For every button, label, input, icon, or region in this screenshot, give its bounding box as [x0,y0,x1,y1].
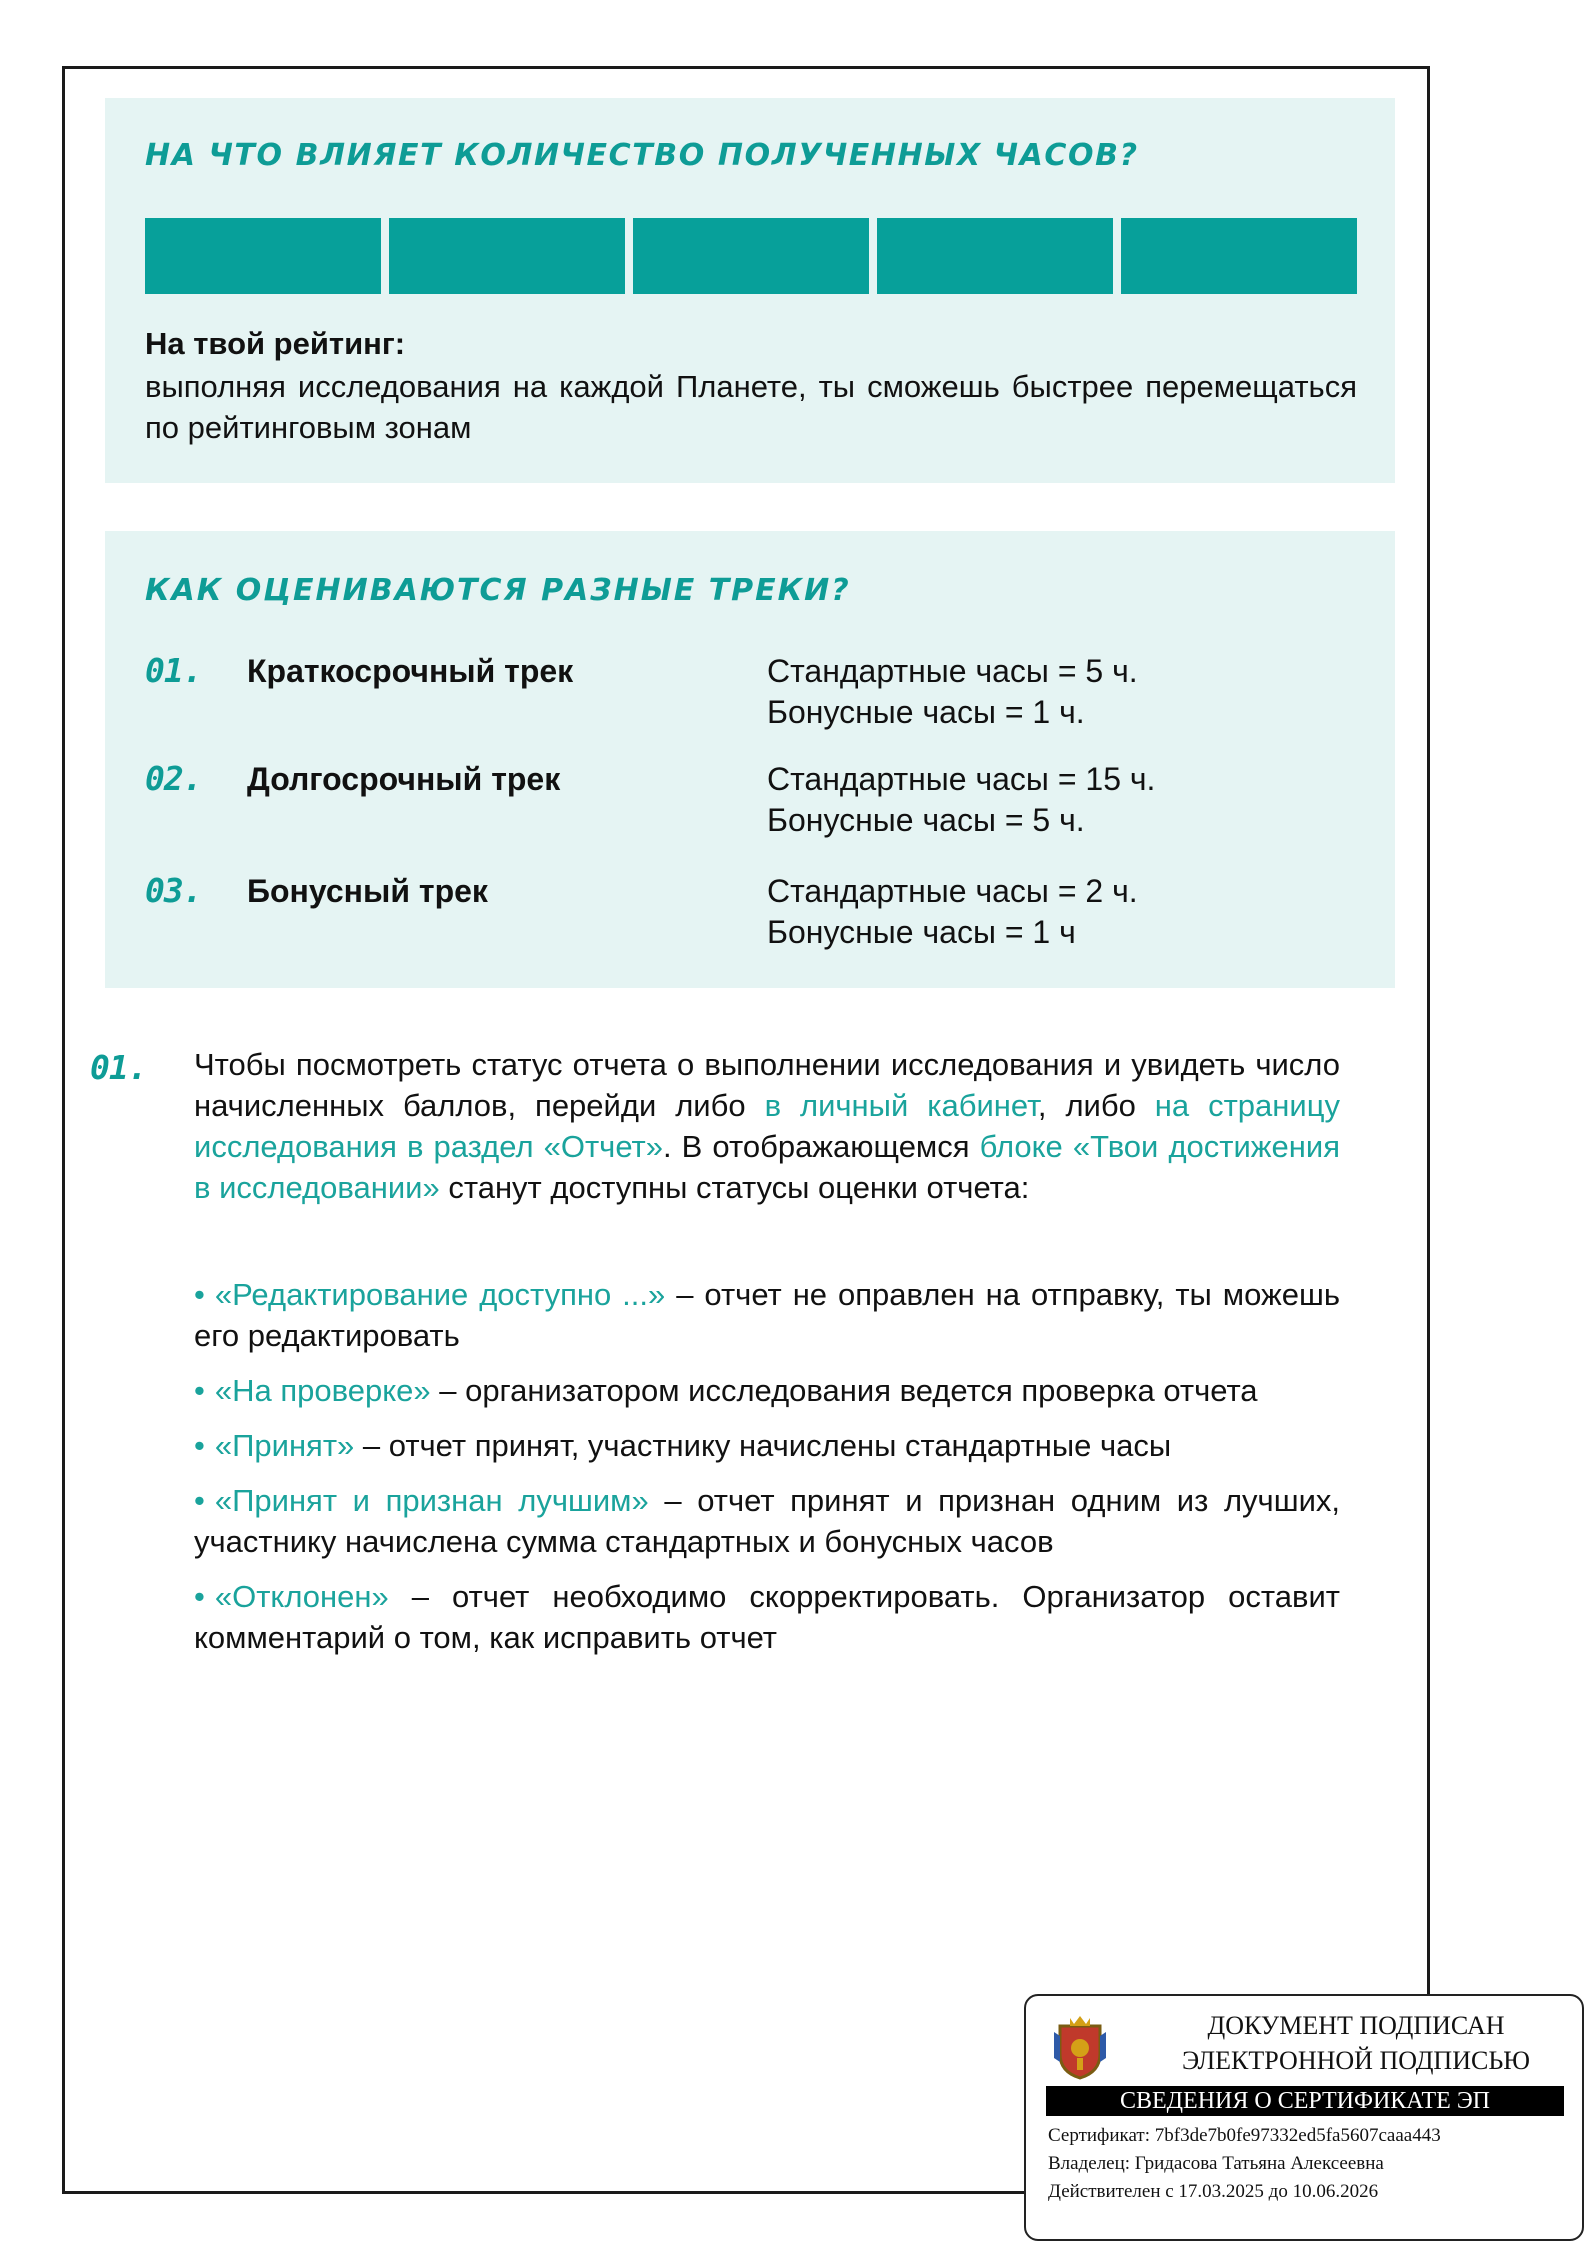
bullet-icon: • [194,1579,205,1614]
bullet-icon: • [194,1277,205,1312]
coat-of-arms-icon [1052,2012,1108,2082]
track-number: 02. [145,759,202,798]
track-item [145,759,1357,849]
color-bar [389,218,625,294]
certificate-number: Сертификат: 7bf3de7b0fe97332ed5fa5607caaa443 [1048,2125,1441,2146]
instruction-number: 01. [90,1048,147,1087]
bullet-icon: • [194,1373,205,1408]
status-text: – организатором исследования ведется проверка отчета [430,1373,1258,1408]
track-name: Краткосрочный трек [247,653,574,689]
status-label: «Редактирование доступно ...» [214,1277,666,1312]
status-text: – отчет принят и признан одним из лучших, участнику начислена сумма стандартных и бонусных часов [194,1483,1340,1559]
track-number: 01. [145,651,202,690]
stamp-title-line: ДОКУМЕНТ ПОДПИСАН [1207,2011,1505,2040]
e-signature-stamp [1024,1994,1584,2241]
track-name: Долгосрочный трек [247,761,561,797]
bullet-icon: • [194,1483,205,1518]
status-text: – отчет принят, участнику начислены стандартные часы [354,1428,1172,1463]
status-item [194,1370,1340,1411]
track-number: 03. [145,871,202,910]
standard-hours: Стандартные часы = 5 ч. [767,653,1138,689]
status-item [194,1425,1340,1466]
bonus-hours: Бонусные часы = 5 ч. [767,802,1085,838]
stamp-title [1136,2008,1576,2078]
tracks-heading: КАК ОЦЕНИВАЮТСЯ РАЗНЫЕ ТРЕКИ? [145,573,851,608]
color-bar [1121,218,1357,294]
color-bar [877,218,1113,294]
color-bars [145,218,1357,294]
track-item [145,651,1357,741]
status-item [194,1274,1340,1356]
certificate-owner: Владелец: Гридасова Татьяна Алексеевна [1048,2153,1384,2174]
certificate-validity: Действителен с 17.03.2025 до 10.06.2026 [1048,2181,1379,2202]
track-hours [767,759,1155,841]
track-hours [767,871,1138,953]
status-label: «Принят» [214,1428,355,1463]
status-label: «Принят и признан лучшим» [214,1483,649,1518]
rating-text: выполняя исследования на каждой Планете, ты сможешь быстрее перемещаться по рейтинговым зонам [145,369,1357,445]
status-label: «Отклонен» [214,1579,389,1614]
standard-hours: Стандартные часы = 2 ч. [767,873,1138,909]
stamp-title-line: ЭЛЕКТРОННОЙ ПОДПИСЬЮ [1182,2046,1530,2075]
status-label: «На проверке» [214,1373,431,1408]
achievements-block-link[interactable]: блоке «Твои достижения в исследовании» [194,1129,1340,1205]
instruction-text: , либо [1037,1088,1155,1123]
tracks-panel [105,531,1395,988]
color-bar [633,218,869,294]
certificate-info-bar: СВЕДЕНИЯ О СЕРТИФИКАТЕ ЭП [1046,2086,1564,2116]
bonus-hours: Бонусные часы = 1 ч. [767,694,1085,730]
report-section-link[interactable]: на страницу исследования в раздел «Отчет» [194,1088,1340,1164]
track-item [145,871,1357,961]
instruction-text: . В отображающемся [662,1129,980,1164]
personal-account-link[interactable]: в личный кабинет [764,1088,1038,1123]
instruction-text: станут доступны статусы оценки отчета: [439,1170,1030,1205]
bonus-hours: Бонусные часы = 1 ч [767,914,1076,950]
bullet-icon: • [194,1428,205,1463]
instruction-paragraph [194,1044,1340,1208]
rating-title: На твой рейтинг: [145,326,406,361]
status-item [194,1480,1340,1562]
track-hours [767,651,1138,733]
status-text: – отчет необходимо скорректировать. Организатор оставит комментарий о том, как исправить отчет [194,1579,1340,1655]
status-text: – отчет не оправлен на отправку, ты можешь его редактировать [194,1277,1340,1353]
track-name: Бонусный трек [247,873,488,909]
instruction-text: Чтобы посмотреть статус отчета о выполнении исследования и увидеть число начисленных баллов, перейди либо [194,1047,1340,1123]
hours-impact-heading: НА ЧТО ВЛИЯЕТ КОЛИЧЕСТВО ПОЛУЧЕННЫХ ЧАСОВ? [145,138,1139,173]
status-list [194,1274,1340,1672]
standard-hours: Стандартные часы = 15 ч. [767,761,1156,797]
color-bar [145,218,381,294]
status-item [194,1576,1340,1658]
hours-impact-panel [105,98,1395,483]
